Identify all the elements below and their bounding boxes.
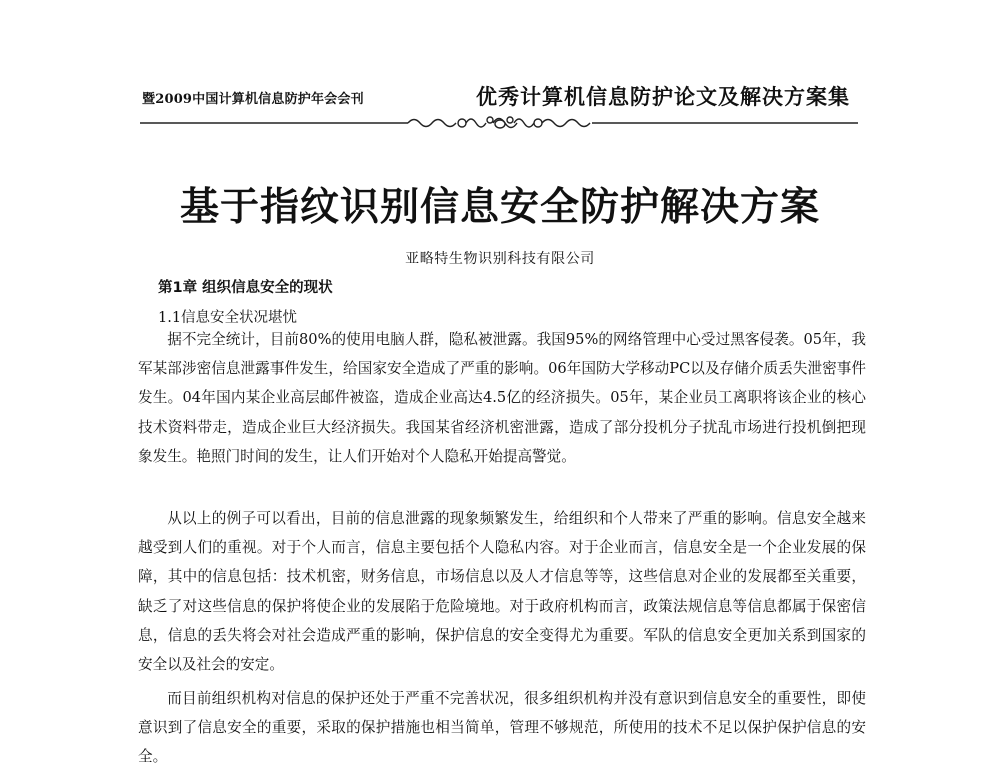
running-header-right: 优秀计算机信息防护论文及解决方案集 [476,84,850,109]
ornamental-rule [140,112,858,134]
body-paragraph-1: 据不完全统计，目前80%的使用电脑人群，隐私被泄露。我国95%的网络管理中心受过黑客侵袭。05年，我军某部涉密信息泄露事件发生，给国家安全造成了严重的影响。06年国防大学移动PC以及存储介质丢失泄密事件发生。04年国内某企业高层邮件被盗，造成企业高达4.5亿的经济损失。05年，某企业员工离职将该企业的核心技术资料带走，造成企业巨大经济损失。我国某省经济机密泄露，造成了部分投机分子扰乱市场进行投机倒把现象发生。艳照门时间的发生，让人们开始对个人隐私开始提高警觉。 [138,331,866,465]
section-heading: 1.1信息安全状况堪忧 [158,310,298,326]
body-paragraph-2: 从以上的例子可以看出，目前的信息泄露的现象频繁发生，给组织和个人带来了严重的影响。信息安全越来越受到人们的重视。对于个人而言，信息主要包括个人隐私内容。对于企业而言，信息安全是一个企业发展的保障，其中的信息包括：技术机密，财务信息，市场信息以及人才信息等等，这些信息对企业的发展都至关重要，缺乏了对这些信息的保护将使企业的发展陷于危险境地。对于政府机构而言，政策法规信息等信息都属于保密信息，信息的丢失将会对社会造成严重的影响，保护信息的安全变得尤为重要。军队的信息安全更加关系到国家的安全以及社会的安定。 [138,510,866,674]
author-affiliation: 亚略特生物识别科技有限公司 [405,251,595,267]
document-title: 基于指纹识别信息安全防护解决方案 [179,185,820,230]
chapter-heading: 第1章 组织信息安全的现状 [158,280,333,296]
running-header-left: 暨2009中国计算机信息防护年会会刊 [142,92,364,107]
body-paragraph-3: 而目前组织机构对信息的保护还处于严重不完善状况，很多组织机构并没有意识到信息安全的重要性，即使意识到了信息安全的重要，采取的保护措施也相当简单，管理不够规范，所使用的技术不足以保护保护信息的安全。 [138,690,866,766]
